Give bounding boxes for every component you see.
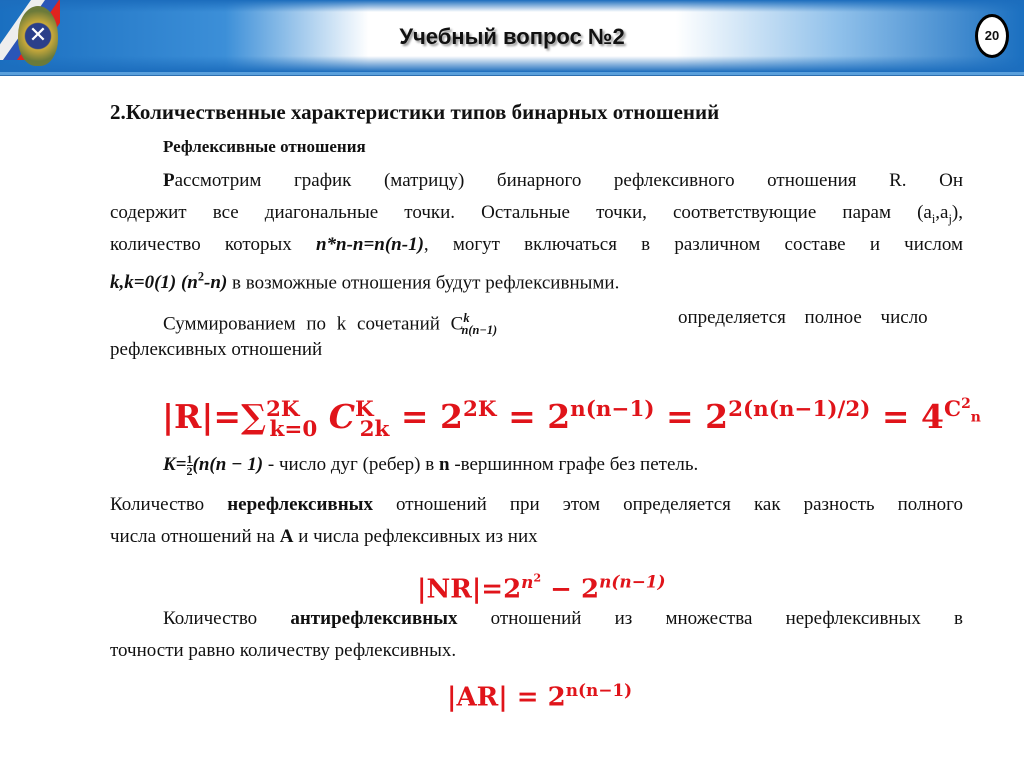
text: = 2 bbox=[389, 397, 464, 437]
text: K= bbox=[163, 454, 187, 475]
text: отношений из множества нерефлексивных в bbox=[457, 608, 964, 629]
text: , могут включаться в различном составе и числом bbox=[423, 234, 963, 255]
text: n bbox=[521, 571, 534, 592]
text: k=0 bbox=[269, 416, 318, 442]
text: в возможные отношения будут рефлексивными. bbox=[227, 272, 620, 294]
text: ), bbox=[951, 202, 963, 223]
text: C bbox=[317, 397, 355, 437]
text: 2 bbox=[961, 396, 971, 412]
text: 2k bbox=[359, 416, 390, 442]
text: ассмотрим график (матрицу) бинарного рефлексивного отношения R. Он bbox=[174, 170, 963, 191]
text: - число дуг (ребер) в bbox=[263, 454, 439, 475]
text: C bbox=[944, 397, 962, 423]
formula-nonreflexive-count bbox=[417, 560, 666, 607]
text: n bbox=[438, 454, 450, 475]
text: содержит все диагональные точки. Остальные точки, соответствующие парам (a bbox=[110, 202, 932, 223]
text: и числа рефлексивных из них bbox=[293, 526, 538, 547]
formula-reflexive-count bbox=[162, 382, 981, 452]
text: |AR| = 2 bbox=[447, 682, 566, 713]
text: 2(n(n−1)/2) bbox=[728, 397, 871, 423]
header-divider bbox=[0, 72, 1024, 76]
text: Суммированием по k сочетаний C bbox=[163, 313, 464, 335]
section-heading: 2.Количественные характеристики типов бинарных отношений bbox=[110, 100, 720, 124]
inline-formula: n*n-n=n(n-1) bbox=[315, 234, 424, 255]
text: рефлексивных отношений bbox=[110, 339, 323, 360]
text: отношений при этом определяется как разность полного bbox=[372, 494, 963, 515]
text: ,a bbox=[935, 202, 949, 223]
slide-title: Учебный вопрос №2 bbox=[399, 24, 625, 49]
text: j bbox=[948, 211, 952, 226]
k-definition bbox=[163, 449, 698, 481]
text: нерефлексивных bbox=[227, 494, 373, 515]
text: 1 bbox=[186, 452, 193, 467]
text: − 2 bbox=[541, 574, 600, 605]
inline-formula: k,k=0(1) (n bbox=[110, 272, 198, 294]
emblem-logo: ✕ bbox=[18, 6, 58, 66]
text: = 2 bbox=[654, 397, 729, 437]
text: n(n−1) bbox=[599, 571, 666, 592]
text: Количество bbox=[110, 494, 228, 515]
text: = 2 bbox=[496, 397, 571, 437]
text: -вершинном графе без петель. bbox=[449, 454, 699, 475]
lead-letter: Р bbox=[163, 170, 175, 191]
text: (n(n − 1) bbox=[192, 454, 264, 475]
text: |R|=∑ bbox=[162, 397, 266, 437]
text: 2K bbox=[265, 397, 300, 423]
text: 2K bbox=[463, 397, 497, 423]
text: количество которых bbox=[110, 234, 316, 255]
text: 2 bbox=[186, 464, 193, 479]
text: А bbox=[279, 526, 294, 547]
text: 2 bbox=[197, 270, 205, 284]
subheading: Рефлексивные отношения bbox=[163, 137, 366, 156]
formula-antireflexive-count bbox=[447, 672, 632, 716]
text: n bbox=[970, 409, 981, 426]
text: n(n−1) bbox=[461, 323, 498, 338]
page-number: 20 bbox=[975, 14, 1009, 58]
text: антирефлексивных bbox=[290, 608, 458, 629]
text: i bbox=[931, 211, 936, 226]
text: = 4 bbox=[870, 397, 944, 437]
text: -n) bbox=[204, 272, 228, 294]
text: n(n−1) bbox=[565, 680, 633, 700]
text: K bbox=[355, 397, 374, 423]
text: k bbox=[463, 311, 470, 325]
text: 2 bbox=[533, 571, 542, 584]
text: точности равно количеству рефлексивных. bbox=[110, 640, 457, 661]
text: |NR|=2 bbox=[417, 574, 522, 605]
text: числа отношений на bbox=[110, 526, 280, 547]
text: n(n−1) bbox=[570, 397, 655, 423]
text: Количество bbox=[163, 608, 291, 629]
text: определяется полное число bbox=[678, 307, 928, 328]
